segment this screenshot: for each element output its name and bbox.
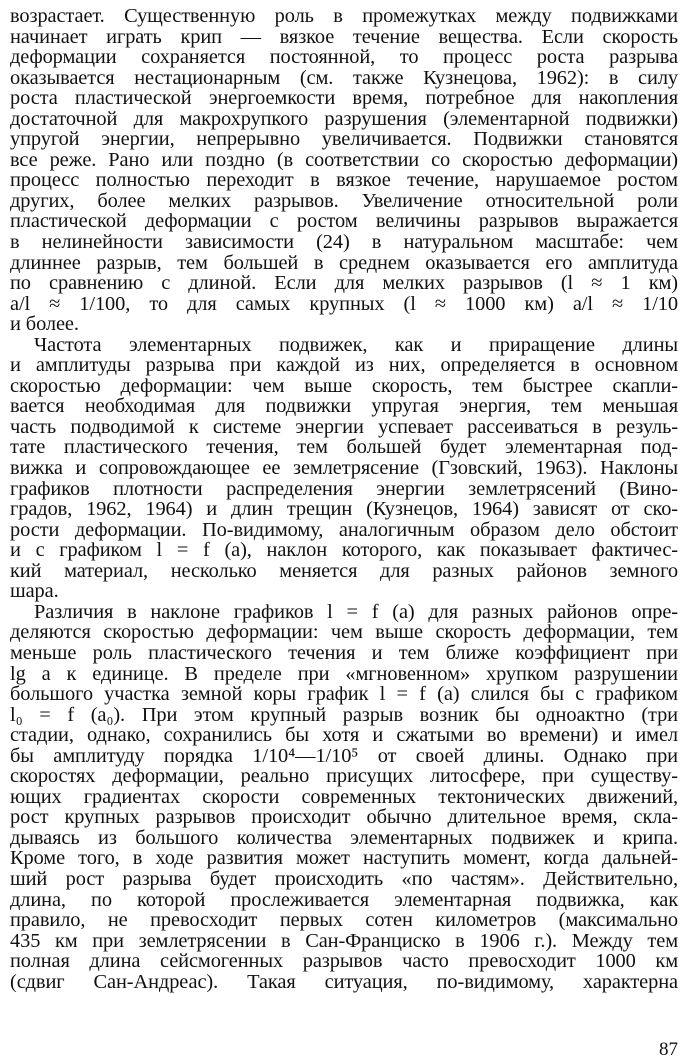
text-line: 435 км при землетрясении в Сан-Франциско в 1906 г.). Между тем <box>10 929 678 952</box>
text-line: полная длина сейсмогенных разрывов часто превосходит 1000 км <box>10 950 678 973</box>
text-line: и более. <box>10 313 79 336</box>
text-line: других, более мелких разрывов. Увеличение относительной роли <box>10 189 678 212</box>
text-line: (сдвиг Сан-Андреас). Такая ситуация, по-видимому, характерна <box>10 970 678 993</box>
paragraph-3 <box>10 602 678 992</box>
text-line: достаточной для макрохрупкого разрушения (элементарной подвижки) <box>10 107 678 130</box>
text-line: l₀ = f (a₀). При этом крупный разрыв возник бы одноактно (три <box>10 703 678 726</box>
text-line: Частота элементарных подвижек, как и приращение длины <box>34 333 678 356</box>
text-line: большого участка земной коры график l = f (a) слился бы с графиком <box>10 683 678 706</box>
text-line: ющих градиентах скорости современных тектонических движений, <box>10 785 678 808</box>
text-line: Кроме того, в ходе развития может наступить момент, когда дальней- <box>10 847 678 870</box>
text-line: в нелинейности зависимости (24) в натуральном масштабе: чем <box>10 231 678 254</box>
text-line: длиннее разрыв, тем большей в среднем оказывается его амплитуда <box>10 251 678 274</box>
text-line: меньше роль пластического течения и тем ближе коэффициент при <box>10 641 678 664</box>
text-line: возрастает. Существенную роль в промежутках между подвижками <box>10 5 678 27</box>
text-line: рости деформации. По-видимому, аналогичным образом дело обстоит <box>10 518 678 541</box>
text-line: роста пластической энергоемкости время, потребное для накопления <box>10 87 678 110</box>
text-line: скоростях деформации, реально присущих литосфере, при существу- <box>10 765 678 788</box>
text-line: деляются скоростью деформации: чем выше скорость деформации, тем <box>10 621 678 644</box>
text-line: длина, по которой прослеживается элементарная подвижка, как <box>10 888 678 911</box>
text-line: шара. <box>10 580 59 603</box>
text-line: ший рост разрыва будет происходить «по частям». Действительно, <box>10 867 678 890</box>
page-number: 87 <box>659 1039 678 1060</box>
body-text <box>10 6 678 992</box>
text-line: стадии, однако, сохранились бы хотя и сжатыми во времени) и имел <box>10 724 678 747</box>
text-line: и с графиком l = f (a), наклон которого, как показывает фактичес- <box>10 539 678 562</box>
text-line: оказывается нестационарным (см. также Кузнецова, 1962): в силу <box>10 66 678 89</box>
text-line: деформации сохраняется постоянной, то процесс роста разрыва <box>10 46 678 69</box>
text-line: Различия в наклоне графиков l = f (a) для разных районов опре- <box>34 600 678 623</box>
paragraph-2 <box>10 335 678 602</box>
text-line: правило, не превосходит первых сотен километров (максимально <box>10 909 678 932</box>
text-line: рост крупных разрывов происходит обычно длительное время, скла- <box>10 806 678 829</box>
text-line: вижка и сопровождающее ее землетрясение (Гзовский, 1963). Наклоны <box>10 457 678 480</box>
text-line: вается необходимая для подвижки упругая энергия, тем меньшая <box>10 395 678 418</box>
text-line: графиков плотности распределения энергии землетрясений (Вино- <box>10 477 678 500</box>
text-line: процесс полностью переходит в вязкое течение, нарушаемое ростом <box>10 169 678 192</box>
text-line: часть подводимой к системе энергии успевает рассеиваться в резуль- <box>10 415 678 438</box>
paragraph-1 <box>10 6 678 335</box>
text-line: тате пластического течения, тем большей будет элементарная под- <box>10 436 678 459</box>
text-line: градов, 1962, 1964) и длин трещин (Кузнецов, 1964) зависят от ско- <box>10 498 678 521</box>
text-line: и амплитуды разрыва при каждой из них, определяется в основном <box>10 354 678 377</box>
text-line: упругой энергии, непрерывно увеличивается. Подвижки становятся <box>10 128 678 151</box>
text-line: кий материал, несколько меняется для разных районов земного <box>10 559 678 582</box>
text-line: по сравнению с длиной. Если для мелких разрывов (l ≈ 1 км) <box>10 272 678 295</box>
text-line: бы амплитуду порядка 1/10⁴—1/10⁵ от своей длины. Однако при <box>10 744 678 767</box>
text-line: скоростью деформации: чем выше скорость, тем быстрее скапли- <box>10 374 678 397</box>
text-line: начинает играть крип — вязкое течение вещества. Если скорость <box>10 25 678 48</box>
text-line: lg a к единице. В пределе при «мгновенном» хрупком разрушении <box>10 662 678 685</box>
text-line: a/l ≈ 1/100, то для самых крупных (l ≈ 1000 км) a/l ≈ 1/10 <box>10 292 678 315</box>
text-line: дываясь из большого количества элементарных подвижек и крипа. <box>10 826 678 849</box>
text-line: все реже. Рано или поздно (в соответствии со скоростью деформации) <box>10 148 678 171</box>
text-line: пластической деформации с ростом величины разрывов выражается <box>10 210 678 233</box>
